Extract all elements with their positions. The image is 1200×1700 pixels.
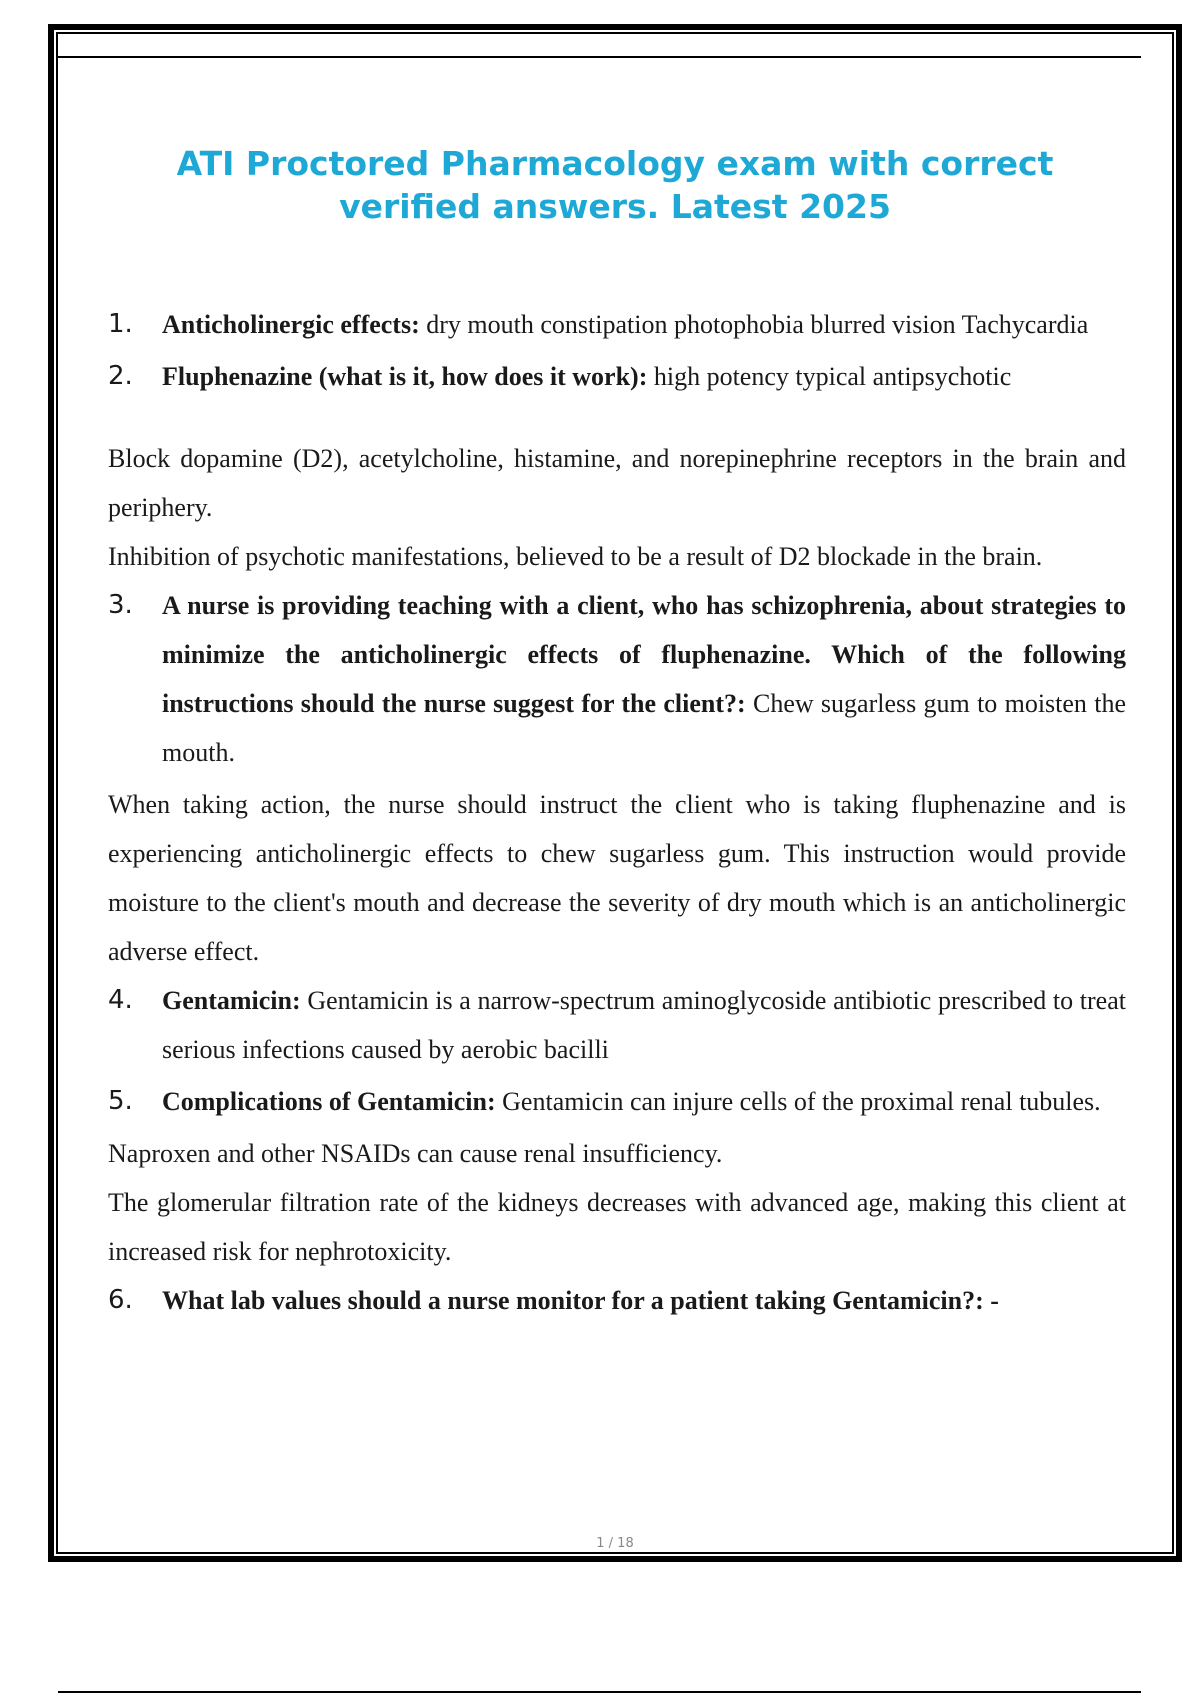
header-rule bbox=[58, 56, 1141, 58]
list-item bbox=[108, 300, 1126, 349]
explanation-paragraph: The glomerular filtration rate of the kidneys decreases with advanced age, making this client at increased risk for nephrotoxicity. bbox=[108, 1188, 1126, 1266]
list-item bbox=[108, 1077, 1126, 1126]
item-answer: Gentamicin can injure cells of the proximal renal tubules. bbox=[495, 1087, 1101, 1116]
item-question: Gentamicin: bbox=[162, 986, 301, 1015]
explanation-paragraph: When taking action, the nurse should instruct the client who is taking fluphenazine and is experiencing anticholinergic effects to chew sugarless gum. This instruction would provide moisture to the client's mouth and decrease the severity of dry mouth which is an anticholinergic adverse effect. bbox=[108, 790, 1126, 966]
item-question: What lab values should a nurse monitor for a patient taking Gentamicin?: - bbox=[162, 1286, 999, 1315]
item-question: Fluphenazine (what is it, how does it work): bbox=[162, 362, 648, 391]
item-number: 1. bbox=[108, 309, 133, 339]
item-number: 6. bbox=[108, 1285, 133, 1315]
item-question: Anticholinergic effects: bbox=[162, 310, 420, 339]
list-item bbox=[108, 976, 1126, 1074]
explanation-paragraph: Block dopamine (D2), acetylcholine, histamine, and norepinephrine receptors in the brain and periphery. bbox=[108, 444, 1126, 522]
explanation-paragraph: Inhibition of psychotic manifestations, believed to be a result of D2 blockade in the brain. bbox=[108, 542, 1043, 571]
list-item bbox=[108, 1276, 1126, 1325]
item-question: Complications of Gentamicin: bbox=[162, 1087, 496, 1116]
page-indicator: 1 / 18 bbox=[596, 1536, 634, 1551]
item-number: 5. bbox=[108, 1086, 133, 1116]
item-answer: Gentamicin is a narrow-spectrum aminoglycoside antibiotic prescribed to treat serious infections caused by aerobic bacilli bbox=[162, 986, 1126, 1064]
item-number: 4. bbox=[108, 985, 133, 1015]
item-question: A nurse is providing teaching with a client, who has schizophrenia, about strategies to minimize the anticholinergic effects of fluphenazine. Which of the following instructions should the nurse suggest for the client?: bbox=[162, 591, 1126, 718]
explanation-paragraph: Naproxen and other NSAIDs can cause renal insufficiency. bbox=[108, 1139, 723, 1168]
list-item bbox=[108, 352, 1126, 401]
item-answer: high potency typical antipsychotic bbox=[647, 362, 1012, 391]
item-answer: dry mouth constipation photophobia blurred vision Tachycardia bbox=[419, 310, 1089, 339]
list-item bbox=[108, 581, 1126, 777]
item-answer: Chew sugarless gum to moisten the mouth. bbox=[162, 689, 1127, 767]
next-page-rule bbox=[58, 1691, 1141, 1693]
document-body bbox=[108, 300, 1126, 1328]
item-number: 2. bbox=[108, 361, 133, 391]
document-title: ATI Proctored Pharmacology exam with correct verified answers. Latest 2025 bbox=[176, 144, 1054, 226]
item-number: 3. bbox=[108, 590, 133, 620]
